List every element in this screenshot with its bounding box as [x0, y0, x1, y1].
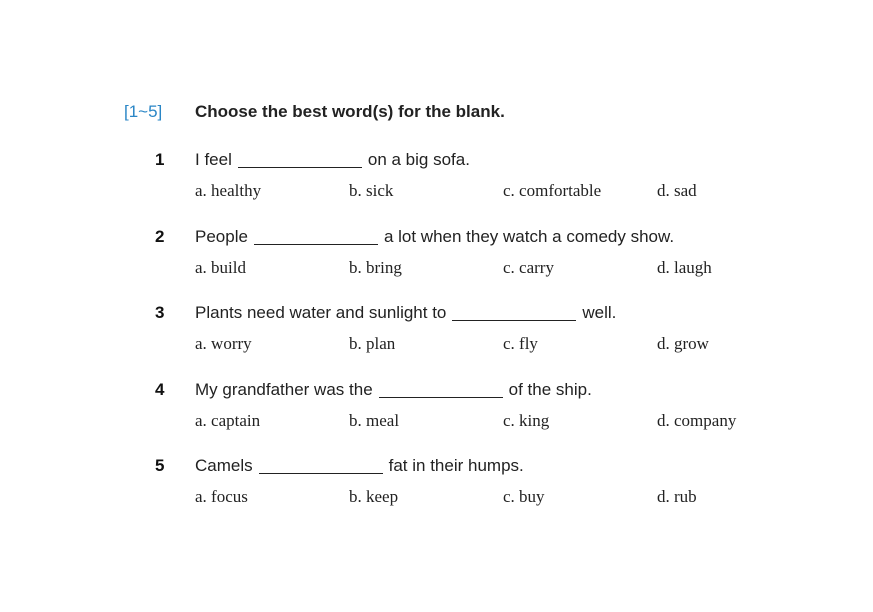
- answer-blank: [259, 472, 383, 474]
- section-range: [1~5]: [124, 102, 163, 121]
- answer-options: [0, 180, 873, 202]
- option-a: a. captain: [195, 411, 261, 430]
- question-number: 2: [155, 227, 165, 246]
- option-c: c. king: [503, 411, 550, 430]
- option-b: b. plan: [349, 334, 396, 353]
- question-text: [195, 148, 470, 172]
- option-b: b. meal: [349, 411, 400, 430]
- section-header: [124, 99, 505, 125]
- answer-blank: [254, 243, 378, 245]
- question-line: [0, 148, 873, 172]
- question-text-before: My grandfather was the: [195, 380, 373, 399]
- option-c: c. carry: [503, 258, 554, 277]
- answer-options: [0, 486, 873, 508]
- option-a: a. worry: [195, 334, 252, 353]
- option-b: b. keep: [349, 487, 399, 506]
- question-line: [0, 454, 873, 478]
- option-d: d. grow: [657, 334, 709, 353]
- option-c: c. buy: [503, 487, 545, 506]
- instruction-text: Choose the best word(s) for the blank.: [195, 102, 505, 121]
- option-a: a. focus: [195, 487, 248, 506]
- option-d: d. company: [657, 411, 737, 430]
- question-text-after: well.: [582, 303, 617, 322]
- question-text: [195, 301, 616, 325]
- question-text-after: of the ship.: [508, 380, 592, 399]
- option-a: a. build: [195, 258, 246, 277]
- answer-blank: [452, 319, 576, 321]
- question-text-after: on a big sofa.: [367, 150, 470, 169]
- option-b: b. bring: [349, 258, 402, 277]
- option-c: c. comfortable: [503, 181, 602, 200]
- question-text-after: fat in their humps.: [388, 456, 524, 475]
- answer-options: [0, 257, 873, 279]
- question-text: [195, 454, 524, 478]
- question-text: [195, 378, 592, 402]
- option-d: d. laugh: [657, 258, 712, 277]
- option-c: c. fly: [503, 334, 538, 353]
- answer-blank: [379, 396, 503, 398]
- option-d: d. sad: [657, 181, 697, 200]
- answer-options: [0, 410, 873, 432]
- option-d: d. rub: [657, 487, 697, 506]
- question-number: 3: [155, 303, 165, 322]
- question-text-before: Plants need water and sunlight to: [195, 303, 447, 322]
- question-line: [0, 378, 873, 402]
- question-number: 1: [155, 150, 165, 169]
- question-text-after: a lot when they watch a comedy show.: [383, 227, 675, 246]
- question-text-before: Camels: [195, 456, 253, 475]
- question-line: [0, 225, 873, 249]
- question-text-before: People: [195, 227, 248, 246]
- option-b: b. sick: [349, 181, 394, 200]
- question-text: [195, 225, 674, 249]
- question-line: [0, 301, 873, 325]
- question-number: 5: [155, 456, 165, 475]
- question-text-before: I feel: [195, 150, 232, 169]
- option-a: a. healthy: [195, 181, 262, 200]
- question-number: 4: [155, 380, 165, 399]
- answer-options: [0, 333, 873, 355]
- answer-blank: [238, 166, 362, 168]
